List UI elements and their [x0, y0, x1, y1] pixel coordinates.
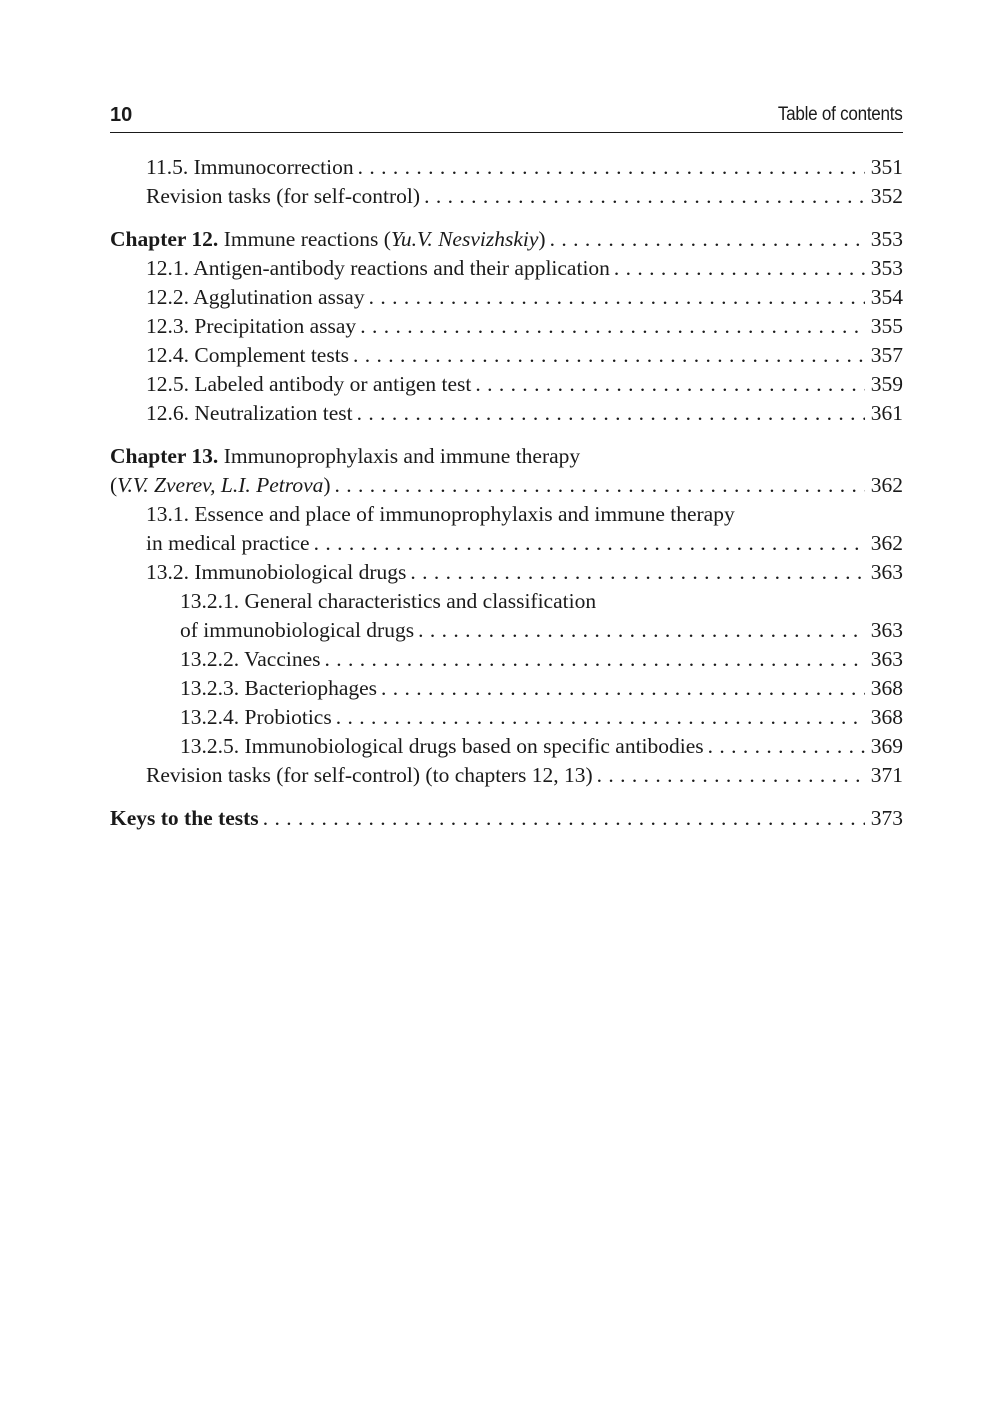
entry-title: 13.2. Immunobiological drugs: [146, 560, 407, 584]
toc-entry-continued[interactable]: [110, 529, 903, 558]
entry-page: 357: [870, 343, 903, 367]
toc-entry[interactable]: [110, 153, 903, 182]
toc-chapter-entry-continued[interactable]: [110, 471, 903, 500]
entry-title: 13.1. Essence and place of immunoprophylaxis and immune therapy: [146, 502, 735, 526]
entry-title: in medical practice: [146, 531, 310, 555]
entry-title: 12.3. Precipitation assay: [146, 314, 357, 338]
entry-page: 362: [870, 531, 903, 555]
dot-leader: [335, 471, 865, 500]
entry-title: 13.2.1. General characteristics and classification: [180, 589, 597, 613]
entry-page: 368: [870, 676, 903, 700]
dot-leader: [550, 225, 865, 254]
chapter-title: Chapter 13. Immunoprophylaxis and immune therapy: [110, 444, 581, 468]
entry-page: 354: [870, 285, 903, 309]
entry-title: 12.2. Agglutination assay: [146, 285, 365, 309]
chapter-number: Chapter 13.: [110, 444, 219, 468]
toc-subentry[interactable]: [110, 732, 903, 761]
toc-entry[interactable]: [110, 312, 903, 341]
chapter-number: Chapter 12.: [110, 227, 219, 251]
toc-entry[interactable]: [110, 182, 903, 211]
entry-page: 371: [870, 763, 903, 787]
dot-leader: [325, 645, 865, 674]
entry-page: 369: [870, 734, 903, 758]
toc-chapter-entry[interactable]: [110, 442, 903, 471]
running-head: Table of contents: [778, 104, 903, 125]
entry-page: 373: [870, 806, 903, 830]
entry-title: 13.2.2. Vaccines: [180, 647, 321, 671]
entry-title: Keys to the tests: [110, 806, 259, 830]
entry-title: 12.5. Labeled antibody or antigen test: [146, 372, 472, 396]
entry-page: 353: [870, 256, 903, 280]
toc-entry[interactable]: [110, 399, 903, 428]
entry-page: 368: [870, 705, 903, 729]
toc-chapter-entry[interactable]: [110, 225, 903, 254]
dot-leader: [357, 399, 865, 428]
toc-entry[interactable]: [110, 370, 903, 399]
entry-page: 355: [870, 314, 903, 338]
dot-leader: [358, 153, 865, 182]
entry-title: 13.2.3. Bacteriophages: [180, 676, 378, 700]
entry-page: 352: [870, 184, 903, 208]
toc-entry[interactable]: [110, 500, 903, 529]
entry-page: 363: [870, 647, 903, 671]
page-header: [110, 100, 903, 133]
entry-page: 351: [870, 155, 903, 179]
entry-page: 353: [870, 227, 903, 251]
toc-entry[interactable]: [110, 761, 903, 790]
dot-leader: [708, 732, 865, 761]
dot-leader: [360, 312, 865, 341]
entry-page: 359: [870, 372, 903, 396]
entry-page: 362: [870, 473, 903, 497]
dot-leader: [418, 616, 865, 645]
dot-leader: [410, 558, 864, 587]
chapter-author: V.V. Zverev, L.I. Petrova: [117, 473, 324, 497]
entry-title: 12.6. Neutralization test: [146, 401, 353, 425]
entry-title: 13.2.4. Probiotics: [180, 705, 332, 729]
toc-subentry[interactable]: [110, 703, 903, 732]
toc-subentry[interactable]: [110, 645, 903, 674]
toc-subentry[interactable]: [110, 674, 903, 703]
entry-page: 363: [870, 618, 903, 642]
entry-title: 12.1. Antigen-antibody reactions and their application: [146, 256, 610, 280]
dot-leader: [381, 674, 865, 703]
toc-entry[interactable]: [110, 254, 903, 283]
entry-title: 12.4. Complement tests: [146, 343, 350, 367]
toc-subentry-continued[interactable]: [110, 616, 903, 645]
dot-leader: [336, 703, 865, 732]
entry-page: 363: [870, 560, 903, 584]
dot-leader: [369, 283, 865, 312]
chapter-title: Chapter 12. Immune reactions (Yu.V. Nesvizhskiy): [110, 227, 546, 251]
entry-title: Revision tasks (for self-control) (to chapters 12, 13): [146, 763, 593, 787]
toc-entry[interactable]: [110, 558, 903, 587]
entry-title: 11.5. Immunocorrection: [146, 155, 354, 179]
toc-entry[interactable]: [110, 283, 903, 312]
dot-leader: [614, 254, 865, 283]
table-of-contents: [110, 153, 903, 833]
page-number: 10: [110, 104, 133, 126]
dot-leader: [597, 761, 865, 790]
chapter-author: Yu.V. Nesvizhskiy: [390, 227, 539, 251]
dot-leader: [424, 182, 865, 211]
toc-keys-entry[interactable]: [110, 804, 903, 833]
dot-leader: [314, 529, 865, 558]
entry-title: Revision tasks (for self-control): [146, 184, 421, 208]
dot-leader: [353, 341, 865, 370]
chapter-authors: (V.V. Zverev, L.I. Petrova): [110, 473, 331, 497]
toc-subentry[interactable]: [110, 587, 903, 616]
dot-leader: [475, 370, 864, 399]
dot-leader: [263, 804, 865, 833]
entry-page: 361: [870, 401, 903, 425]
entry-title: of immunobiological drugs: [180, 618, 415, 642]
toc-entry[interactable]: [110, 341, 903, 370]
entry-title: 13.2.5. Immunobiological drugs based on specific antibodies: [180, 734, 704, 758]
